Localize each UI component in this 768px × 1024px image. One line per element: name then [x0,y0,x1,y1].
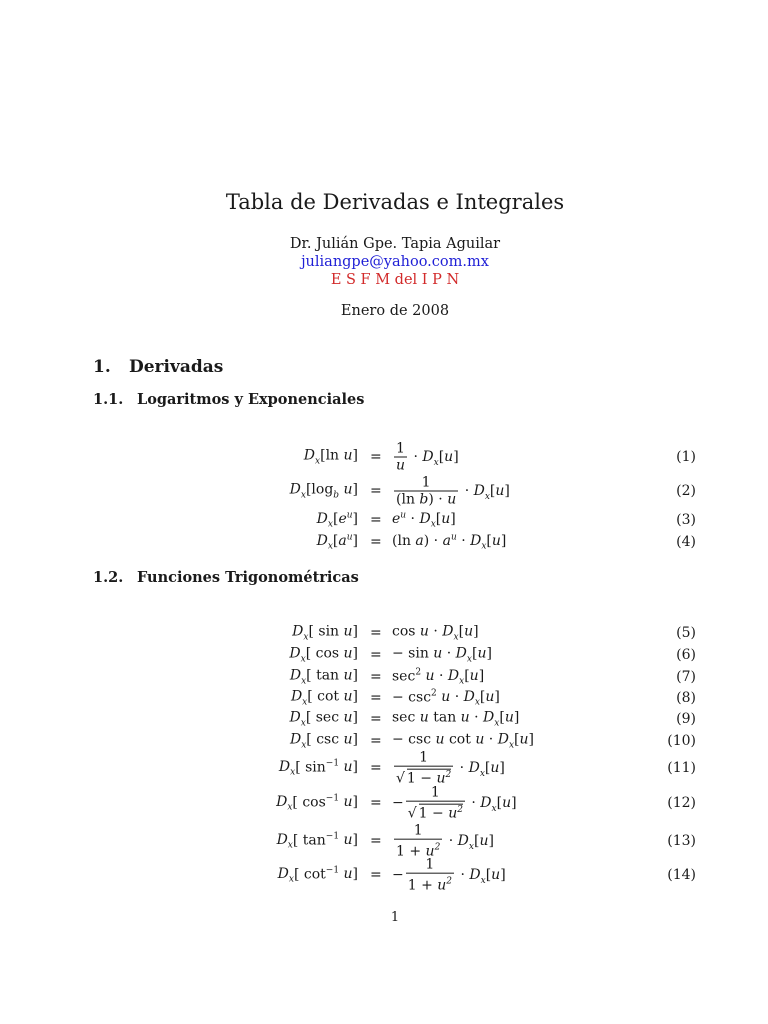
author-name: Dr. Julián Gpe. Tapia Aguilar [289,236,501,252]
equation-rhs: $\cos u \cdot D_x[u]$ [392,623,479,643]
equation-lhs: $D_x[e^u]$ [316,510,358,530]
equals-sign: = [370,534,382,550]
equation-rhs: $\frac{1}{√ 1 - u^2}$ · $D_x[u]$ [396,749,505,787]
equation-rhs: $\frac{1}{u}$ · $D_x[u]$ [396,440,459,474]
subsection-title: Logaritmos y Exponenciales [137,391,365,408]
equation-lhs: $D_x$[ tan u] [289,667,358,687]
equation-lhs: $D_x[a^u]$ [316,532,358,552]
equation-8 [0,688,768,708]
equation-rhs: (ln $a) \cdot a^u \cdot D_x[u]$ [392,532,507,552]
equals-sign: = [370,867,382,883]
equation-number: (11) [667,760,696,776]
equals-sign: = [370,669,382,685]
equals-sign: = [370,733,382,749]
equation-10 [0,731,768,751]
equation-lhs: $D_x[\ln$ u] [303,447,358,467]
equals-sign: = [370,711,382,727]
equation-lhs: $D_x$[ cos u] [289,645,358,665]
section-title: Derivadas [129,357,224,377]
equation-number: (9) [676,711,696,727]
equation-12 [0,784,768,822]
equation-2 [0,474,768,508]
subsection-heading-logaritmos [93,391,364,408]
equals-sign: = [370,625,382,641]
equation-number: (2) [676,483,696,499]
equation-rhs: − $\frac{1}{√ 1 - u^2}$ · $D_x[u]$ [392,784,517,822]
equation-lhs: $D_x$[ sec u] [289,709,358,729]
equation-number: (13) [667,833,696,849]
equation-9 [0,709,768,729]
document-date: Enero de 2008 [340,303,450,319]
equation-rhs: − csc u $\cot u \cdot D_x[u]$ [392,731,534,751]
equation-lhs: $D_x$[ sin u] [292,623,358,643]
equation-number: (1) [676,449,696,465]
equation-number: (3) [676,512,696,528]
subsection-number: 1.1. [93,391,124,408]
equation-lhs: $D_x$[ $\cos^{-1} u$] [276,793,358,813]
section-number: 1. [93,357,111,377]
subsection-title: Funciones Trigonométricas [137,569,359,586]
equation-1 [0,440,768,474]
equals-sign: = [370,483,382,499]
equals-sign: = [370,795,382,811]
equation-number: (7) [676,669,696,685]
equals-sign: = [370,760,382,776]
equation-lhs: $D_x$[ csc u] [289,731,358,751]
equation-number: (5) [676,625,696,641]
equation-7 [0,667,768,687]
page-number: 1 [390,910,400,925]
equals-sign: = [370,647,382,663]
equation-number: (4) [676,534,696,550]
equation-rhs: $e^u \cdot D_x[u]$ [392,510,456,530]
equation-rhs: − $\frac{1}{1 + u^2}$ · $D_x[u]$ [392,856,506,894]
equation-number: (6) [676,647,696,663]
equals-sign: = [370,512,382,528]
equation-5 [0,623,768,643]
equation-11 [0,749,768,787]
equation-number: (14) [667,867,696,883]
equation-lhs: $D_x$[ $\sin^{-1} u$] [278,758,358,778]
equation-number: (10) [667,733,696,749]
equation-lhs: $D_x$[ $\cot^{-1} u$] [277,865,358,885]
equation-rhs: − $\sin u \cdot D_x[u]$ [392,645,492,665]
institution-name: E S F M del I P N [330,272,460,288]
equation-6 [0,645,768,665]
equation-rhs: − $\csc^2 u \cdot D_x[u]$ [392,688,500,708]
equation-14 [0,856,768,894]
equals-sign: = [370,449,382,465]
equation-rhs: $\frac{1}{\text{(ln b) · u}}$ · $D_x[u]$ [396,474,510,508]
subsection-heading-trigonometricas [93,569,359,586]
equation-rhs: $\frac{1}{1 + u^2}$ · $D_x[u]$ [396,822,494,860]
document-title: Tabla de Derivadas e Integrales [225,190,565,214]
equation-4 [0,532,768,552]
equation-3 [0,510,768,530]
equation-lhs: $D_x[\log_b$ u] [289,481,358,501]
equation-number: (12) [667,795,696,811]
equals-sign: = [370,833,382,849]
equation-rhs: sec u $\tan u \cdot D_x[u]$ [392,709,520,729]
equation-13 [0,822,768,860]
equation-lhs: $D_x$[ $\tan^{-1} u$] [276,831,358,851]
equation-rhs: $\sec^2 u \cdot D_x[u]$ [392,667,485,687]
section-heading-derivadas [93,357,223,377]
equation-lhs: $D_x$[ cot u] [290,688,358,708]
subsection-number: 1.2. [93,569,124,586]
author-email-link[interactable]: juliangpe@yahoo.com.mx [301,254,489,270]
equals-sign: = [370,690,382,706]
equation-number: (8) [676,690,696,706]
